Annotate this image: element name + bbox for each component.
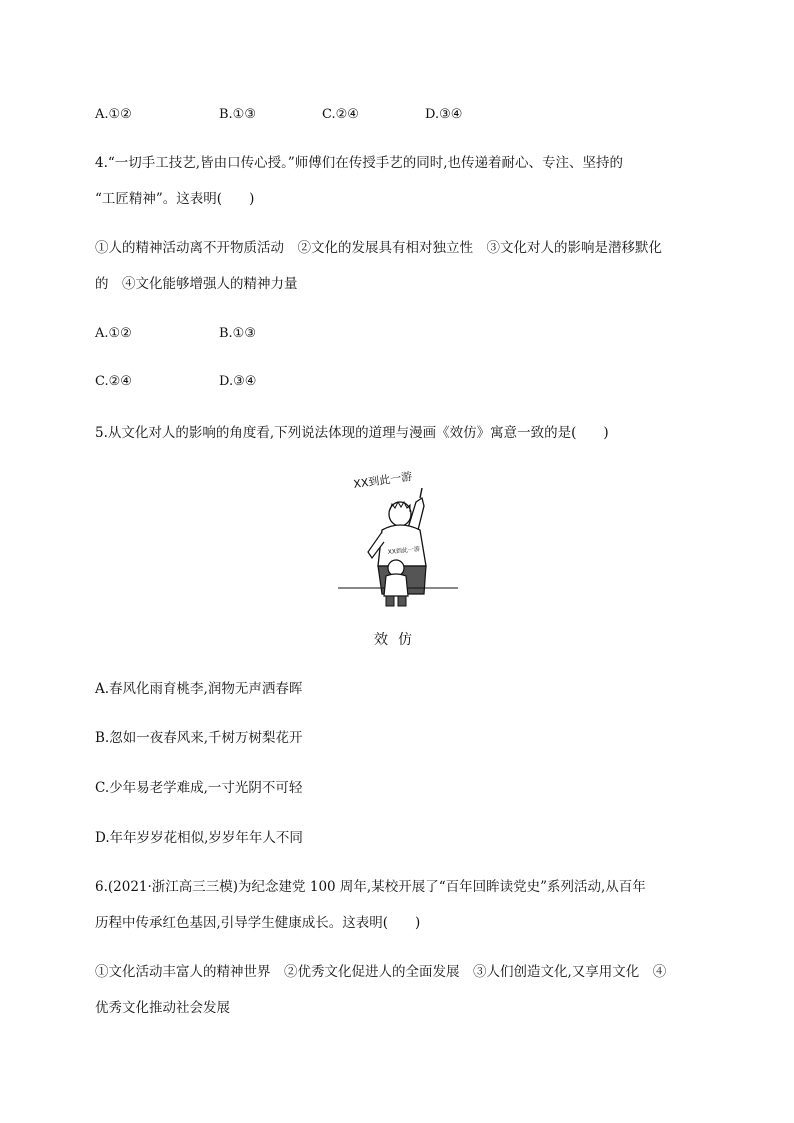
q3-option-a: A.①② [95,107,132,122]
q4-option-b: B.①③ [219,326,256,341]
comic-child-body [384,574,408,596]
q5-option-b: B.忽如一夜春风来,千树万树梨花开 [95,730,303,746]
q5-option-a: A.春风化雨育桃李,润物无声洒春晖 [95,681,303,697]
comic-caption: 效仿 [374,632,422,648]
q4-option-c: C.②④ [95,374,132,389]
q4-option-a: A.①② [95,326,132,341]
q4-stem-line2: “工匠精神”。这表明( ) [95,191,255,207]
q4-stem-line1: 4.“一切手工技艺,皆由口传心授。”师傅们在传授手艺的同时,也传递着耐心、专注、坚持的 [95,155,624,171]
q3-option-c: C.②④ [322,107,359,122]
q5-option-c: C.少年易老学难成,一寸光阴不可轻 [95,780,303,796]
q3-option-b: B.①③ [219,107,256,122]
comic-wall-text: XX到此一游 [352,470,413,491]
q5-option-d: D.年年岁岁花相似,岁岁年年人不同 [95,830,303,846]
comic-imitation [338,470,458,610]
q3-option-d: D.③④ [425,107,463,122]
q6-statements-line1: ①文化活动丰富人的精神世界 ②优秀文化促进人的全面发展 ③人们创造文化,又享用文化 ④ [95,964,667,980]
q4-statements-line1: ①人的精神活动离不开物质活动 ②文化的发展具有相对独立性 ③文化对人的影响是潜移默化 [95,240,662,256]
q6-stem-line2: 历程中传承红色基因,引导学生健康成长。这表明( ) [95,915,421,931]
q6-stem-line1: 6.(2021·浙江高三三模)为纪念建党 100 周年,某校开展了“百年回眸读党史”系列活动,从百年 [95,879,646,895]
q4-option-d: D.③④ [219,374,257,389]
q6-statements-line2: 优秀文化推动社会发展 [95,1000,230,1016]
comic-shirt-text: XX到此一游 [387,545,421,556]
q4-statements-line2: 的 ④文化能够增强人的精神力量 [95,276,298,292]
q5-stem: 5.从文化对人的影响的角度看,下列说法体现的道理与漫画《效仿》寓意一致的是( ) [95,425,609,441]
